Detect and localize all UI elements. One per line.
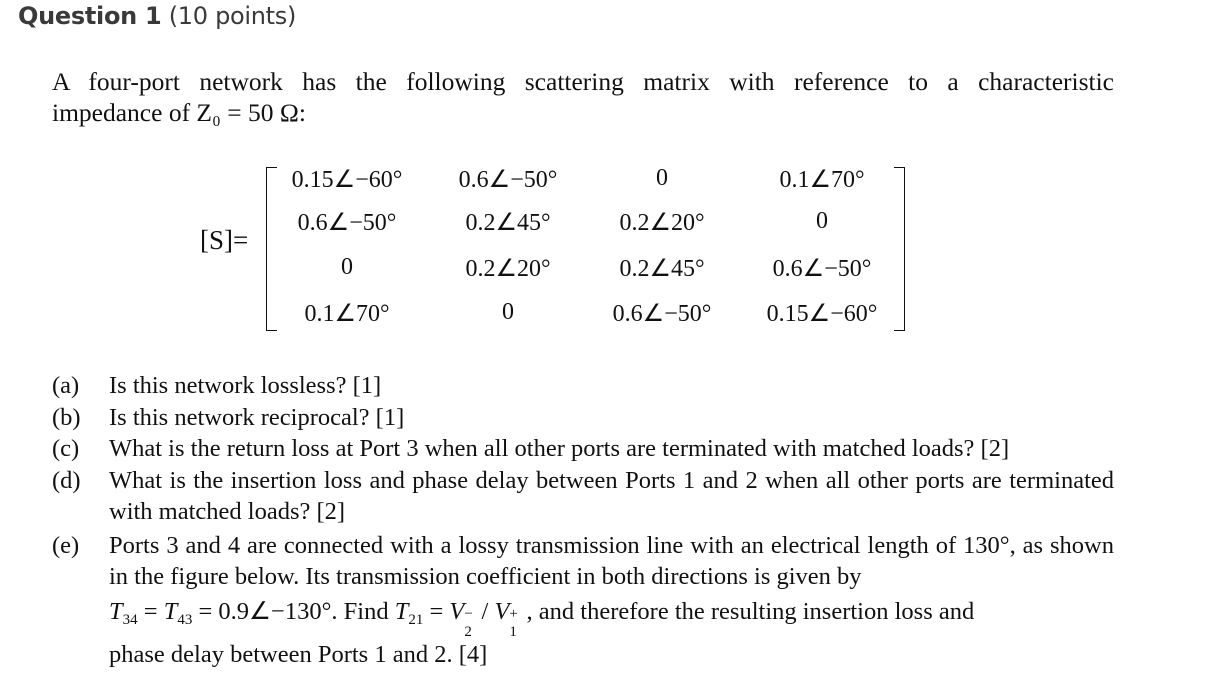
slash: / — [475, 597, 495, 625]
matrix-cell: 0.6∠−50° — [772, 256, 872, 282]
part-c — [52, 433, 1114, 465]
part-label: (c) — [52, 435, 80, 462]
matrix-cell: 0.6∠−50° — [458, 167, 558, 193]
matrix-cell: 0.2∠20° — [465, 256, 551, 282]
intro-paragraph — [52, 66, 1114, 128]
subscript: 34 — [122, 611, 138, 628]
coefficient-value: = 0.9∠−130° — [192, 597, 332, 625]
matrix-cell: 0.15∠−60° — [766, 301, 878, 327]
equals: = — [137, 597, 164, 625]
matrix-cell: 0.2∠45° — [465, 210, 551, 236]
matrix-cell: 0 — [502, 299, 514, 325]
part-e — [52, 530, 1114, 671]
part-label: (a) — [52, 372, 80, 399]
subscript: 43 — [177, 611, 193, 628]
symbol-v: V — [494, 597, 510, 625]
matrix-cell: 0.2∠45° — [619, 256, 705, 282]
symbol-t: T — [163, 597, 178, 625]
matrix-cell: 0.1∠70° — [304, 301, 390, 327]
intro-line-2: impedance of Z₀ = 50 Ω: — [52, 98, 306, 127]
sup-sub — [509, 605, 520, 640]
subscript: 21 — [408, 611, 424, 628]
find-text: . Find — [331, 597, 395, 625]
part-text: What is the return loss at Port 3 when all other ports are terminated with matched loads? [2] — [109, 435, 1010, 462]
matrix-cell: 0 — [816, 208, 828, 234]
equals: = — [423, 597, 450, 625]
part-a — [52, 370, 1114, 402]
symbol-t: T — [109, 597, 123, 625]
superscript: − — [464, 605, 473, 622]
question-parts — [52, 370, 1114, 670]
part-label: (e) — [52, 531, 80, 559]
symbol-t: T — [394, 597, 409, 625]
transmission-formula — [109, 593, 1114, 639]
matrix-left-bracket — [266, 167, 277, 331]
part-text: Ports 3 and 4 are connected with a lossy transmission line with an electrical length of 130°, as shown in the figure below. Its transmission coefficient in both directions is given by — [109, 531, 1114, 590]
part-label: (d) — [52, 466, 81, 494]
part-label: (b) — [52, 403, 81, 431]
matrix-label: [S]= — [200, 225, 249, 255]
question-header — [18, 2, 296, 30]
matrix-cell: 0 — [341, 254, 353, 280]
matrix-cell: 0.2∠20° — [619, 210, 705, 236]
subscript: 2 — [464, 623, 472, 640]
part-text: Is this network lossless? [1] — [109, 372, 382, 399]
part-text-last: phase delay between Ports 1 and 2. [4] — [109, 640, 488, 668]
matrix-cell: 0.6∠−50° — [612, 301, 712, 327]
superscript: + — [509, 605, 518, 622]
sup-sub — [464, 605, 475, 640]
part-text: What is the insertion loss and phase delay between Ports 1 and 2 when all other ports are terminated with matched loads? [2] — [109, 466, 1114, 525]
matrix-cell: 0 — [656, 165, 668, 191]
formula-rest: , and therefore the resulting insertion loss and — [520, 597, 975, 625]
part-b — [52, 402, 1114, 434]
subscript: 1 — [509, 623, 517, 640]
matrix-right-bracket — [894, 167, 905, 331]
part-d — [52, 465, 1114, 528]
matrix-cell: 0.15∠−60° — [291, 167, 403, 193]
question-title: Question 1 — [18, 2, 162, 30]
question-points: (10 points) — [168, 2, 297, 30]
matrix-cell: 0.1∠70° — [779, 167, 865, 193]
symbol-v: V — [449, 597, 465, 625]
part-text: Is this network reciprocal? [1] — [109, 403, 405, 431]
intro-line-1: A four-port network has the following scattering matrix with reference to a characteristic — [52, 67, 1114, 96]
matrix-cell: 0.6∠−50° — [297, 210, 397, 236]
